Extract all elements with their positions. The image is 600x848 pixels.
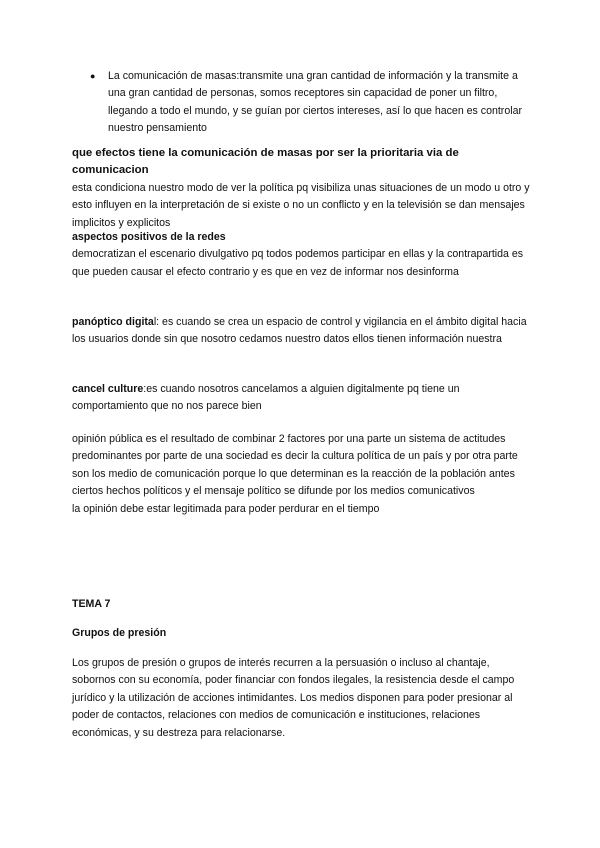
tema-title: TEMA 7 xyxy=(72,598,111,610)
opinion-note: la opinión debe estar legitimada para poder perdurar en el tiempo xyxy=(72,502,380,515)
bullet-text: La comunicación de masas:transmite una gran cantidad de información y la transmite a una gran cantidad de personas, somos receptores sin capacidad de poner un filtro, llegando a todo el mundo, y se guían por ciertos intereses, así lo que hacen es controlar nuestro pensamiento xyxy=(108,70,522,135)
section-efectos xyxy=(72,145,530,232)
tema-body: Los grupos de presión o grupos de interés recurren a la persuasión o incluso al chantaje, sobornos con su economía, poder financiar con fondos ilegales, la resistencia desde el campo jurídico y la utilización de acciones intimidantes. Los medios disponen para poder presionar al poder de contactos, relaciones con medios de comunicación e instituciones, relaciones económicas, y su destreza para relacionarse. xyxy=(72,657,515,739)
tema-body-block xyxy=(72,655,530,742)
bullet-marker: ● xyxy=(90,71,96,81)
definition-paragraph xyxy=(72,381,530,416)
bullet-item xyxy=(90,68,530,138)
section-heading: que efectos tiene la comunicación de masas por ser la prioritaria via de comunicacion xyxy=(72,147,459,177)
definition-term: cancel culture xyxy=(72,383,144,395)
section-body: esta condiciona nuestro modo de ver la política pq visibiliza unas situaciones de un modo u otro y esto influyen en la interpretación de si existe o no un conflicto y en la televisión se dan mensajes implicitos y explicitos xyxy=(72,181,530,229)
section-cancel xyxy=(72,381,530,416)
section-panoptico xyxy=(72,314,530,349)
definition-term: panóptico digita xyxy=(72,316,154,328)
section-positivos xyxy=(72,229,530,281)
section-body: democratizan el escenario divulgativo pq todos podemos participar en ellas y la contrapartida es que pueden causar el efecto contrario y es que en vez de informar nos desinforma xyxy=(72,248,524,278)
tema-subtitle: Grupos de presión xyxy=(72,627,167,639)
section-heading: aspectos positivos de la redes xyxy=(72,231,226,243)
opinion-paragraph: opinión pública es el resultado de combinar 2 factores por una parte un sistema de actitudes predominantes por parte de una sociedad es decir la cultura política de un país y por otra parte son los medio de comunicación porque lo que determinan es la reacción de la población antes ciertos hechos políticos y el mensaje político se difunde por los medios comunicativos xyxy=(72,433,518,498)
definition-text: l: es cuando se crea un espacio de control y vigilancia en el ámbito digital hacia los usuarios donde sin que nosotro cedamos nuestro datos ellos tienen información nuestra xyxy=(72,316,527,346)
tema-title-block xyxy=(72,596,530,613)
definition-text: :es cuando nosotros cancelamos a alguien digitalmente pq tiene un comportamiento que no nos parece bien xyxy=(72,383,460,413)
definition-paragraph xyxy=(72,314,530,349)
tema-subtitle-block xyxy=(72,625,530,642)
section-opinion xyxy=(72,431,530,518)
